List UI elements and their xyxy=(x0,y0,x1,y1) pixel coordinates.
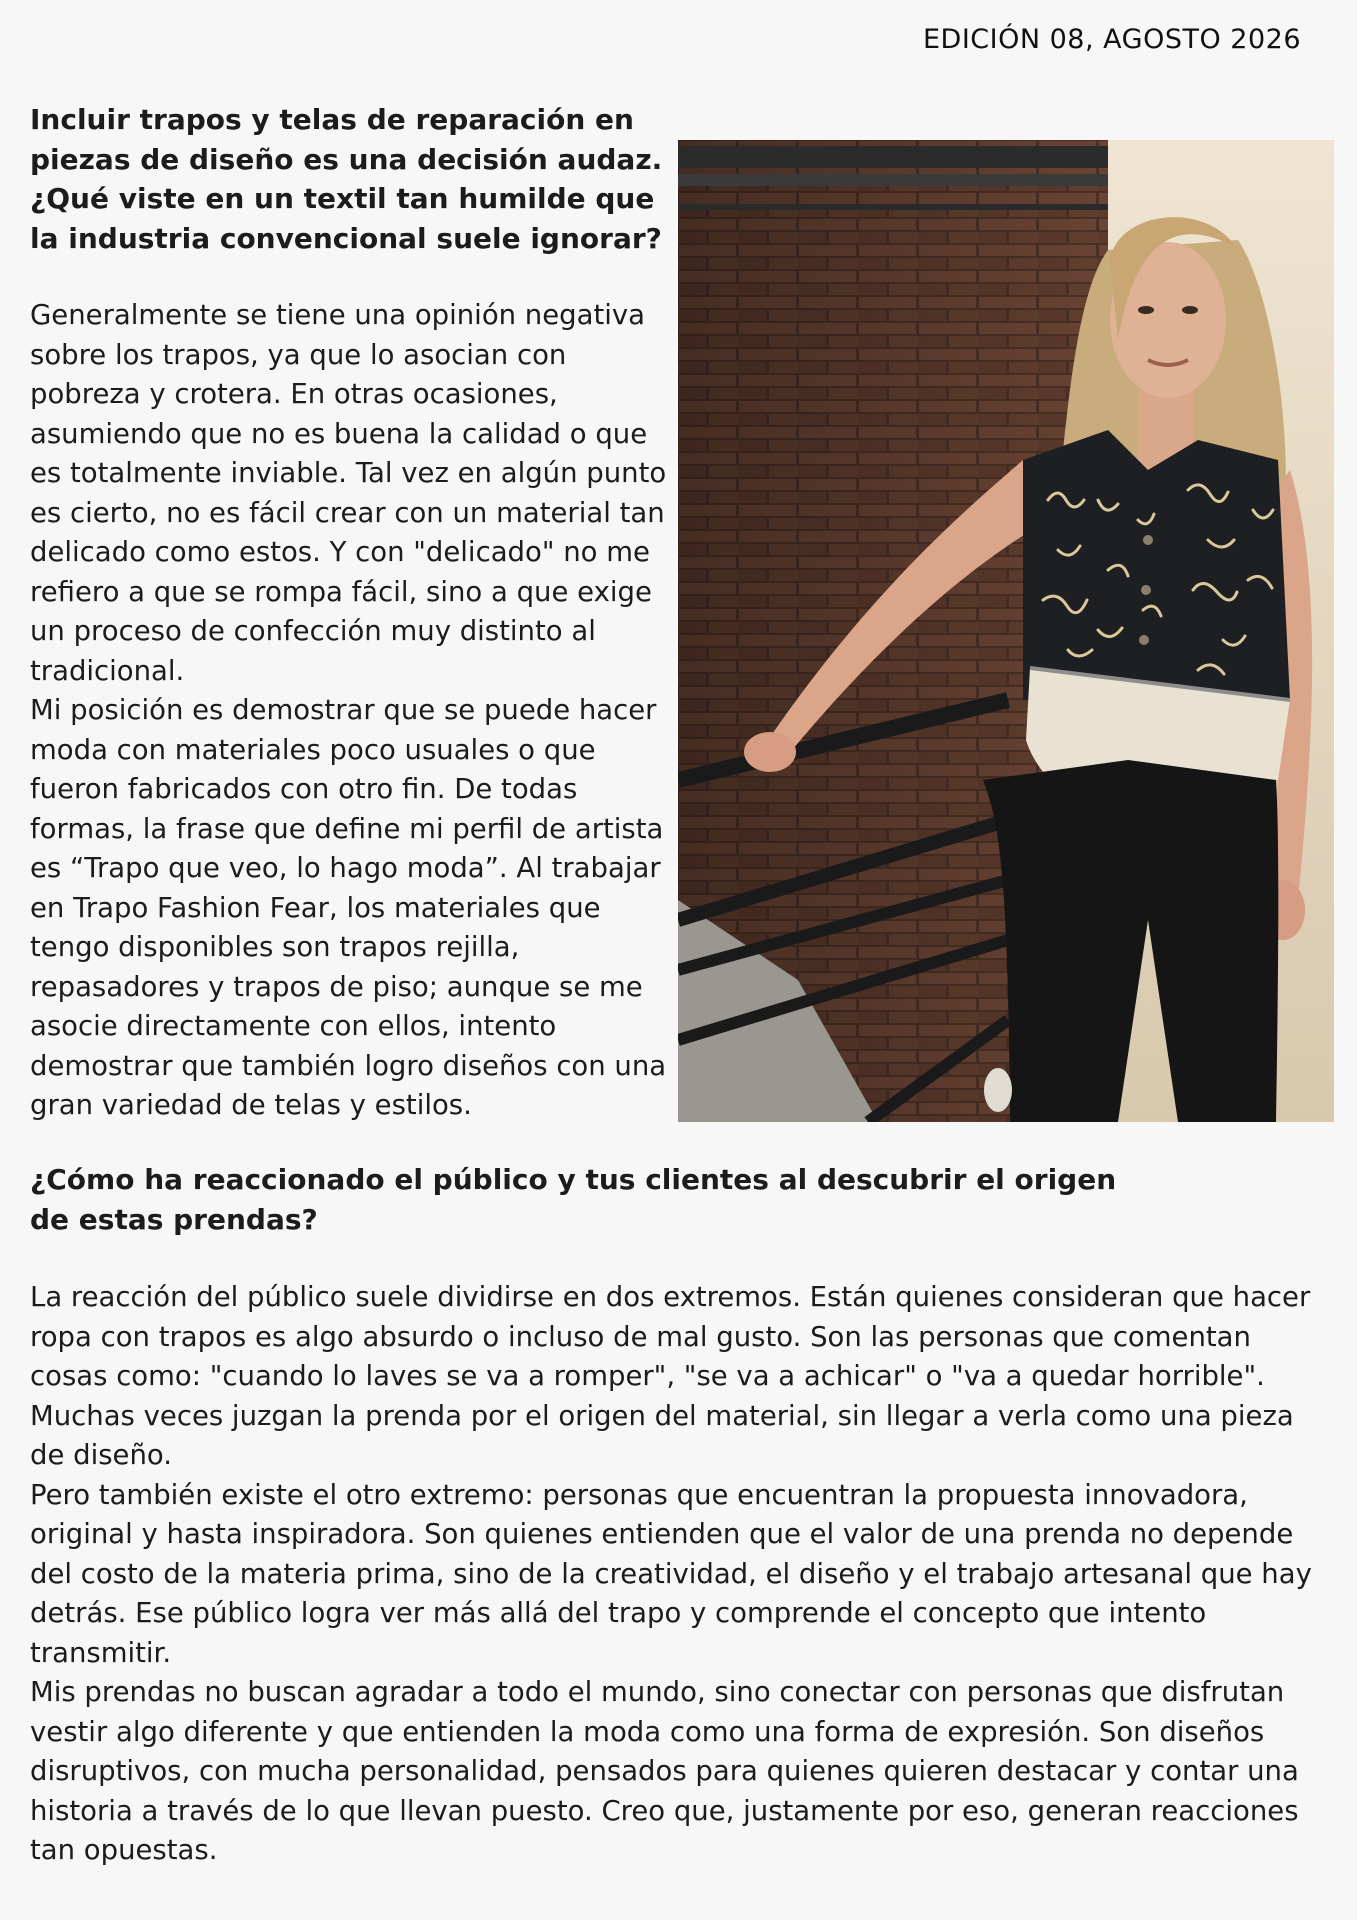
interview-question-2: ¿Cómo ha reaccionado el público y tus clientes al descubrir el origen de estas prendas? xyxy=(30,1163,1117,1236)
answer-2-paragraph: La reacción del público suele dividirse en dos extremos. Están quienes consideran que hacer ropa con trapos es algo absurdo o incluso de mal gusto. Son las personas que comentan cosas como: "cuando lo laves se va a romper", "se va a achicar" o "va a quedar horrible". Muchas veces juzgan la prenda por el origen del material, sin llegar a verla como una pieza de diseño. xyxy=(30,1281,1311,1471)
edition-label: EDICIÓN 08, AGOSTO 2026 xyxy=(922,24,1301,55)
designer-portrait-photo xyxy=(678,140,1334,1122)
answer-2-paragraph: Pero también existe el otro extremo: personas que encuentran la propuesta innovadora, original y hasta inspiradora. Son quienes entienden que el valor de una prenda no depende del costo de la materia prima, sino de la creatividad, el diseño y el trabajo artesanal que hay detrás. Ese público logra ver más allá del trapo y comprende el concepto que intento transmitir. xyxy=(30,1478,1312,1669)
interview-question-1: Incluir trapos y telas de reparación en piezas de diseño es una decisión audaz. ¿Qué viste en un textil tan humilde que la industria convencional suele ignorar? xyxy=(30,103,663,255)
answer-1-paragraph: Generalmente se tiene una opinión negativa sobre los trapos, ya que lo asocian con pobreza y crotera. En otras ocasiones, asumiendo que no es buena la calidad o que es totalmente inviable. Tal vez en algún punto es cierto, no es fácil crear con un material tan delicado como estos. Y con "delicado" no me refiero a que se rompa fácil, sino a que exige un proceso de confección muy distinto al tradicional. xyxy=(30,299,667,687)
answer-1-paragraph: Mi posición es demostrar que se puede hacer moda con materiales poco usuales o que fueron fabricados con otro fin. De todas formas, la frase que define mi perfil de artista es “Trapo que veo, lo hago moda”. Al trabajar en Trapo Fashion Fear, los materiales que tengo disponibles son trapos rejilla, repasadores y trapos de piso; aunque se me asocie directamente con ellos, intento demostrar que también logro diseños con una gran variedad de telas y estilos. xyxy=(30,694,667,1121)
answer-2-paragraph: Mis prendas no buscan agradar a todo el mundo, sino conectar con personas que disfrutan vestir algo diferente y que entienden la moda como una forma de expresión. Son diseños disruptivos, con mucha personalidad, pensados para quienes quieren destacar y contar una historia a través de lo que llevan puesto. Creo que, justamente por eso, generan reacciones tan opuestas. xyxy=(30,1676,1299,1866)
interview-answer-1 xyxy=(30,296,680,1126)
interview-answer-2 xyxy=(30,1278,1330,1871)
